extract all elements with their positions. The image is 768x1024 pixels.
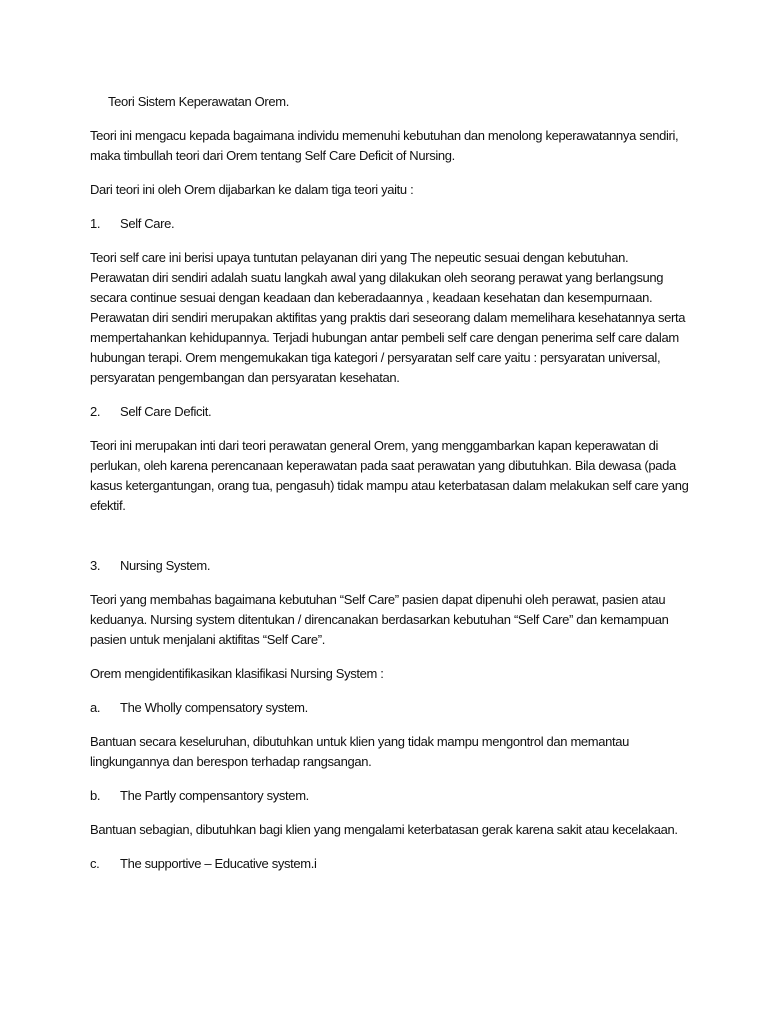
classification-lead: Orem mengidentifikasikan klasifikasi Nursing System :	[90, 666, 384, 681]
sub-b-body: Bantuan sebagian, dibutuhkan bagi klien yang mengalami keterbatasan gerak karena sakit atau kecelakaan.	[90, 822, 678, 837]
spacer	[90, 530, 690, 556]
sub-a-number: a.	[90, 700, 101, 715]
sub-b-heading-text: The Partly compensantory system.	[120, 788, 309, 803]
section-1-number: 1.	[90, 216, 101, 231]
section-3-number: 3.	[90, 558, 101, 573]
lead-paragraph: Dari teori ini oleh Orem dijabarkan ke dalam tiga teori yaitu :	[90, 182, 414, 197]
section-2-number: 2.	[90, 404, 101, 419]
section-2-body: Teori ini merupakan inti dari teori perawatan general Orem, yang menggambarkan kapan keperawatan di perlukan, oleh karena perencanaan keperawatan pada saat perawatan yang dibutuhkan. Bila dewasa (pada kasus ketergantungan, orang tua, pengasuh) tidak mampu atau keterbatasan dalam melakukan self care yang efektif.	[90, 438, 689, 513]
section-3-body: Teori yang membahas bagaimana kebutuhan “Self Care” pasien dapat dipenuhi oleh perawat, pasien atau keduanya. Nursing system ditentukan / direncanakan berdasarkan kebutuhan “Self Care” dan kemampuan pasien untuk menjalani aktifitas “Self Care”.	[90, 592, 669, 647]
sub-a-body: Bantuan secara keseluruhan, dibutuhkan untuk klien yang tidak mampu mengontrol dan memantau lingkungannya dan berespon terhadap rangsangan.	[90, 734, 630, 769]
sub-c-heading-text: The supportive – Educative system.i	[120, 856, 317, 871]
section-1-heading-text: Self Care.	[120, 216, 175, 231]
sub-c-number: c.	[90, 856, 100, 871]
sub-b-number: b.	[90, 788, 101, 803]
sub-b-heading	[90, 786, 690, 806]
section-1-body: Teori self care ini berisi upaya tuntutan pelayanan diri yang The nepeutic sesuai dengan kebutuhan. Perawatan diri sendiri adalah suatu langkah awal yang dilakukan oleh seorang perawat yang berlangsung secara continue sesuai dengan keadaan dan keberadaannya , keadaan kesehatan dan kesempurnaan. Perawatan diri sendiri merupakan aktifitas yang praktis dari seseorang dalam memelihara kesehatannya serta mempertahankan kehidupannya. Terjadi hubungan antar pembeli self care dengan penerima self care dalam hubungan terapi. Orem mengemukakan tiga kategori / persyaratan self care yaitu : persyaratan universal, persyaratan pengembangan dan persyaratan kesehatan.	[90, 250, 686, 385]
sub-a-heading-text: The Wholly compensatory system.	[120, 700, 308, 715]
intro-paragraph: Teori ini mengacu kepada bagaimana individu memenuhi kebutuhan dan menolong keperawatannya sendiri, maka timbullah teori dari Orem tentang Self Care Deficit of Nursing.	[90, 128, 679, 163]
section-3-heading	[90, 556, 690, 576]
document-body	[90, 92, 690, 888]
sub-c-heading	[90, 854, 690, 874]
section-3-heading-text: Nursing System.	[120, 558, 211, 573]
section-2-heading-text: Self Care Deficit.	[120, 404, 212, 419]
section-2-heading	[90, 402, 690, 422]
section-1-heading	[90, 214, 690, 234]
sub-a-heading	[90, 698, 690, 718]
document-title: Teori Sistem Keperawatan Orem.	[108, 94, 289, 109]
